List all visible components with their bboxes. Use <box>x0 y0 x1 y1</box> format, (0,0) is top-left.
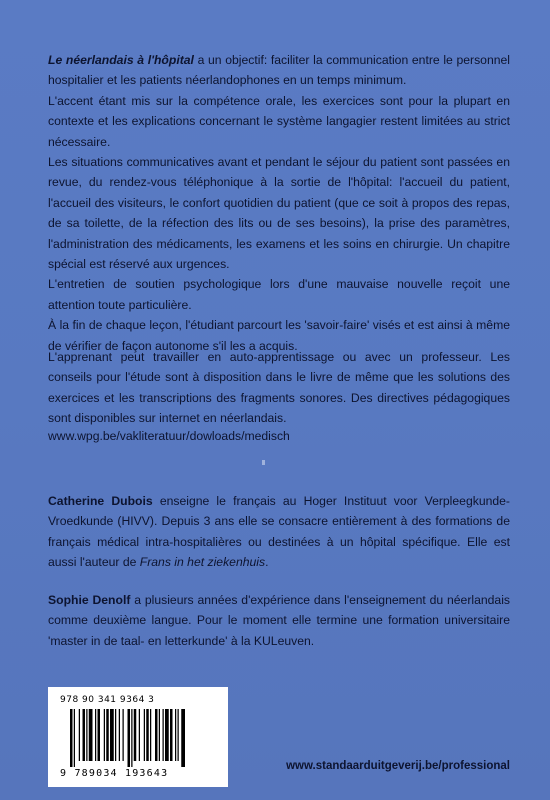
barcode-bar <box>98 709 101 761</box>
barcode-bar <box>70 709 73 767</box>
barcode-bar <box>123 709 124 761</box>
barcode-bar <box>95 709 96 761</box>
book-title: Le néerlandais à l'hôpital <box>48 53 194 67</box>
barcode-bar <box>79 709 80 761</box>
barcode-bar <box>74 709 75 767</box>
barcode-bar <box>104 709 105 761</box>
barcode-icon <box>70 709 220 767</box>
barcode-bar <box>134 709 137 761</box>
author-bio-1 <box>48 491 510 573</box>
decorative-mark <box>262 460 265 465</box>
barcode-bar <box>110 709 114 761</box>
barcode-bar <box>165 709 169 761</box>
barcode-bar <box>106 709 109 761</box>
barcode-bar <box>146 709 149 761</box>
barcode-bar <box>119 709 120 761</box>
barcode-bar <box>83 709 86 761</box>
author-2-name: Sophie Denolf <box>48 593 131 607</box>
intro-paragraph-3: Les situations communicatives avant et pendant le séjour du patient sont passées en revue, du rendez-vous téléphonique à la sortie de l'hôpital: l'accueil du patient, l'accueil des visiteurs, le confort quotidien du patient (que ce soit à propos des repas, de sa toilette, de la réfection des lits ou de ses besoins), la prise des paramètres, l'administration des médicaments, les examens et les soins en chirurgie. Un chapitre spécial est réservé aux urgences. <box>48 155 510 272</box>
author-2-text: a plusieurs années d'expérience dans l'enseignement du néerlandais comme deuxième langue. Pour le moment elle termine une formation universitaire 'master in de taal- en letterkunde' à la KULeuven. <box>48 593 510 648</box>
barcode-box <box>48 687 228 787</box>
barcode-bar <box>86 709 87 761</box>
isbn-top-text: 978 90 341 9364 3 <box>60 695 155 705</box>
intro-section <box>48 50 510 356</box>
author-1-text: enseigne le français au Hoger Instituut voor Verpleegkunde-Vroedkunde (HIVV). Depuis 3 ans elle se consacre entièrement à des formations de français médical intra-hospitalières ou destinées à un hôpital spécifique. Elle est aussi l'auteur de <box>48 494 510 570</box>
barcode-bar <box>175 709 176 761</box>
downloads-url[interactable]: www.wpg.be/vakliteratuur/dowloads/medisch <box>48 429 290 443</box>
author-bio-2 <box>48 590 510 651</box>
intro-paragraph-5: À la fin de chaque leçon, l'étudiant parcourt les 'savoir-faire' visés et est ainsi à même de vérifier de façon autonome s'il les a acquis. <box>48 318 510 353</box>
author-1-paragraph <box>48 491 510 573</box>
barcode-bar <box>150 709 151 761</box>
author-1-end: . <box>265 555 269 570</box>
intro-paragraph-2: L'accent étant mis sur la compétence orale, les exercices sont pour la plupart en contexte et les explications concernant le système langagier restent limitées au strict nécessaire. <box>48 93 510 149</box>
barcode-bar <box>131 709 132 767</box>
barcode-bar <box>144 709 145 761</box>
author-1-name: Catherine Dubois <box>48 494 153 508</box>
intro-p1-text: a un objectif: faciliter la communication entre le personnel hospitalier et les patients néerlandophones en un temps minimum. <box>48 53 510 88</box>
barcode-bar <box>89 709 93 761</box>
publisher-url[interactable]: www.standaarduitgeverij.be/professional <box>286 760 510 772</box>
intro-paragraph-1 <box>48 50 510 91</box>
intro-paragraph-4: L'entretien de soutien psychologique lors d'une mauvaise nouvelle reçoit une attention toute particulière. <box>48 277 510 312</box>
barcode-bar <box>170 709 173 761</box>
author-1-book-title: Frans in het ziekenhuis <box>139 555 266 570</box>
usage-paragraph: L'apprenant peut travailler en auto-apprentissage ou avec un professeur. Les conseils pour l'étude sont à disposition dans le livre de même que les solutions des exercices et les transcriptions des fragments sonores. Des directives pédagogiques sont disponibles sur internet en néerlandais. <box>48 350 510 426</box>
usage-section <box>48 347 510 429</box>
isbn-bottom-text: 9 789034 193643 <box>60 768 169 779</box>
author-2-paragraph <box>48 590 510 651</box>
barcode-bar <box>163 709 164 761</box>
barcode-bar <box>159 709 160 761</box>
barcode-bar <box>128 709 131 767</box>
barcode-bar <box>155 709 158 761</box>
barcode-bar <box>139 709 140 761</box>
barcode-bar <box>115 709 116 761</box>
barcode-bar <box>178 709 179 761</box>
barcode-bar <box>181 709 185 767</box>
